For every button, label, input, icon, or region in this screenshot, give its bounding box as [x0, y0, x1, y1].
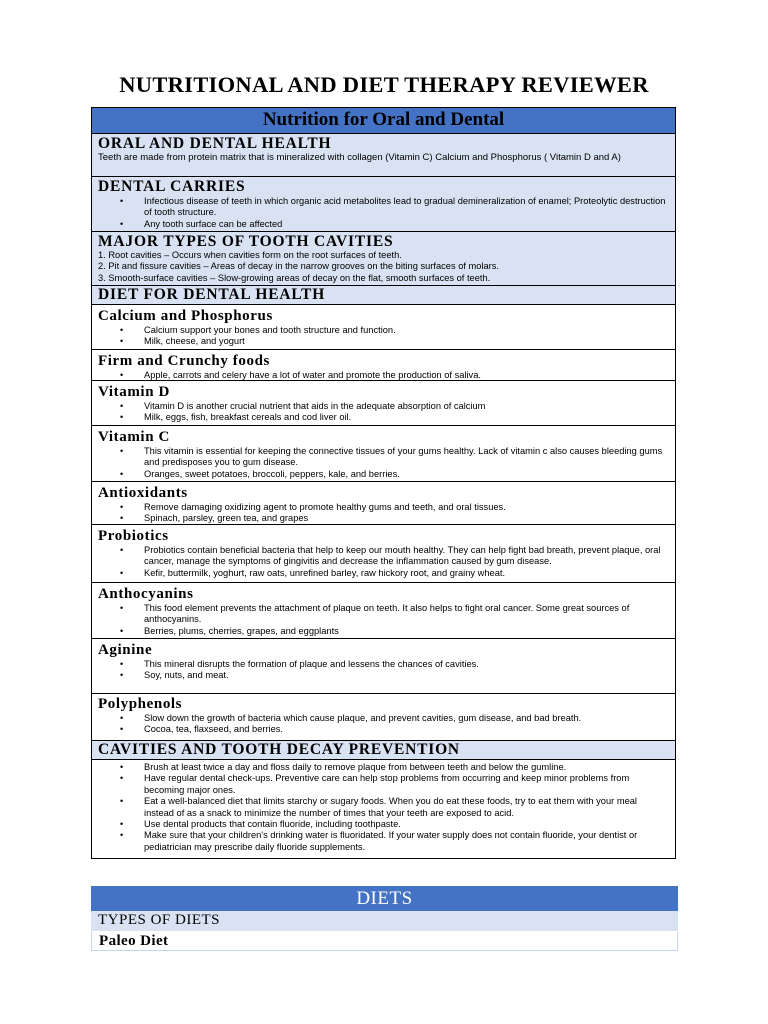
list-item: • Remove damaging oxidizing agent to promote healthy gums and teeth, and oral tissues. [92, 502, 675, 513]
dental-carries-section [92, 176, 675, 231]
list-item: • Brush at least twice a day and floss daily to remove plaque from between teeth and below the gumline. [92, 762, 675, 773]
list-item: • Milk, eggs, fish, breakfast cereals and cod liver oil. [92, 412, 675, 423]
types-of-diets-heading: TYPES OF DIETS [91, 911, 678, 932]
nutrient-heading: Vitamin D [98, 384, 170, 400]
nutrient-heading: Calcium and Phosphorus [98, 308, 273, 324]
list-item: • Spinach, parsley, green tea, and grapes [92, 513, 675, 524]
section-heading: MAJOR TYPES OF TOOTH CAVITIES [98, 233, 394, 250]
nutrient-heading: Firm and Crunchy foods [98, 353, 270, 369]
list-item: • Vitamin D is another crucial nutrient that aids in the adequate absorption of calcium [92, 401, 675, 412]
nutrient-heading: Antioxidants [98, 485, 188, 501]
document-title: NUTRITIONAL AND DIET THERAPY REVIEWER [119, 72, 649, 97]
list-item: • Make sure that your children's drinking water is fluoridated. If your water supply does not contain fluoride, your dentist or pediatrician may prescribe daily fluoride supplements. [92, 830, 675, 853]
list-item: • Eat a well-balanced diet that limits starchy or sugary foods. When you do eat these foods, try to eat them with your meal instead of as a snack to minimize the number of times that your teeth are exposed to acid. [92, 796, 675, 819]
list-item: • Oranges, sweet potatoes, broccoli, peppers, kale, and berries. [92, 469, 675, 480]
list-item: • Berries, plums, cherries, grapes, and eggplants [92, 626, 675, 637]
list-item: 3. Smooth-surface cavities – Slow-growing areas of decay on the flat, smooth surfaces of teeth. [98, 272, 491, 283]
table-band-title: Nutrition for Oral and Dental [92, 108, 675, 133]
list-item: • Have regular dental check-ups. Preventive care can help stop problems from occurring and keep minor problems from becoming major ones. [92, 773, 675, 796]
list-item: • Kefir, buttermilk, yoghurt, raw oats, unrefined barley, raw hickory root, and grainy wheat. [92, 568, 675, 579]
list-item: 2. Pit and fissure cavities – Areas of decay in the narrow grooves on the biting surfaces of molars. [98, 261, 500, 272]
list-item: • Use dental products that contain fluoride, including toothpaste. [92, 819, 675, 830]
cavity-types-section [92, 231, 675, 285]
nutrient-heading: Anthocyanins [98, 586, 194, 602]
section-heading: ORAL AND DENTAL HEALTH [98, 135, 332, 152]
list-item: • Infectious disease of teeth in which organic acid metabolites lead to gradual demineralization of enamel; Proteolytic destruction of tooth structure. [92, 196, 675, 219]
nutrient-anthocyanins [92, 582, 675, 638]
section-heading: DIET FOR DENTAL HEALTH [98, 286, 326, 303]
list-item: • Any tooth surface can be affected [92, 219, 675, 230]
nutrient-heading: Aginine [98, 642, 153, 658]
paleo-diet-heading: Paleo Diet [91, 932, 678, 951]
section-heading: DENTAL CARRIES [98, 178, 246, 195]
nutrient-crunchy-foods [92, 349, 675, 380]
nutrient-heading: Vitamin C [98, 429, 170, 445]
oral-health-section [92, 133, 675, 176]
diets-table [91, 886, 678, 951]
nutrient-probiotics [92, 524, 675, 582]
nutrient-heading: Probiotics [98, 528, 169, 544]
nutrient-aginine [92, 638, 675, 693]
prevention-heading-row [92, 740, 675, 759]
list-item: • Cocoa, tea, flaxseed, and berries. [92, 724, 675, 735]
nutrient-calcium [92, 304, 675, 349]
nutrient-heading: Polyphenols [98, 696, 183, 712]
nutrient-antioxidants [92, 481, 675, 524]
list-item: • Probiotics contain beneficial bacteria that help to keep our mouth healthy. They can help fight bad breath, prevent plaque, oral cancer, manage the symptoms of gingivitis and decrease the inflammation caused by gum disease. [92, 545, 675, 568]
list-item: • Soy, nuts, and meat. [92, 670, 675, 681]
list-item: • Apple, carrots and celery have a lot of water and promote the production of saliva. [92, 370, 675, 380]
nutrient-vitamin-d [92, 380, 675, 425]
nutrient-polyphenols [92, 693, 675, 740]
list-item: • This vitamin is essential for keeping the connective tissues of your gums healthy. Lack of vitamin c also causes bleeding gums and predisposes you to gum disease. [92, 446, 675, 469]
list-item: • This mineral disrupts the formation of plaque and lessens the chances of cavities. [92, 659, 675, 670]
list-item: • This food element prevents the attachment of plaque on teeth. It also helps to fight oral cancer. Some great sources of anthocyanins. [92, 603, 675, 626]
prevention-list-row [92, 759, 675, 858]
list-item: • Slow down the growth of bacteria which cause plaque, and prevent cavities, gum disease, and bad breath. [92, 713, 675, 724]
section-text: Teeth are made from protein matrix that is mineralized with collagen (Vitamin C) Calcium and Phosphorus ( Vitamin D and A) [98, 152, 621, 163]
list-item: • Calcium support your bones and tooth structure and function. [92, 325, 675, 336]
diets-band-title: DIETS [91, 886, 678, 911]
bullet-list [92, 762, 675, 853]
diet-heading-row [92, 285, 675, 304]
nutrient-vitamin-c [92, 425, 675, 481]
oral-dental-table [91, 107, 676, 859]
list-item: • Milk, cheese, and yogurt [92, 336, 675, 347]
bullet-list [92, 196, 675, 230]
section-heading: CAVITIES AND TOOTH DECAY PREVENTION [98, 741, 460, 758]
list-item: 1. Root cavities – Occurs when cavities form on the root surfaces of teeth. [98, 250, 402, 260]
